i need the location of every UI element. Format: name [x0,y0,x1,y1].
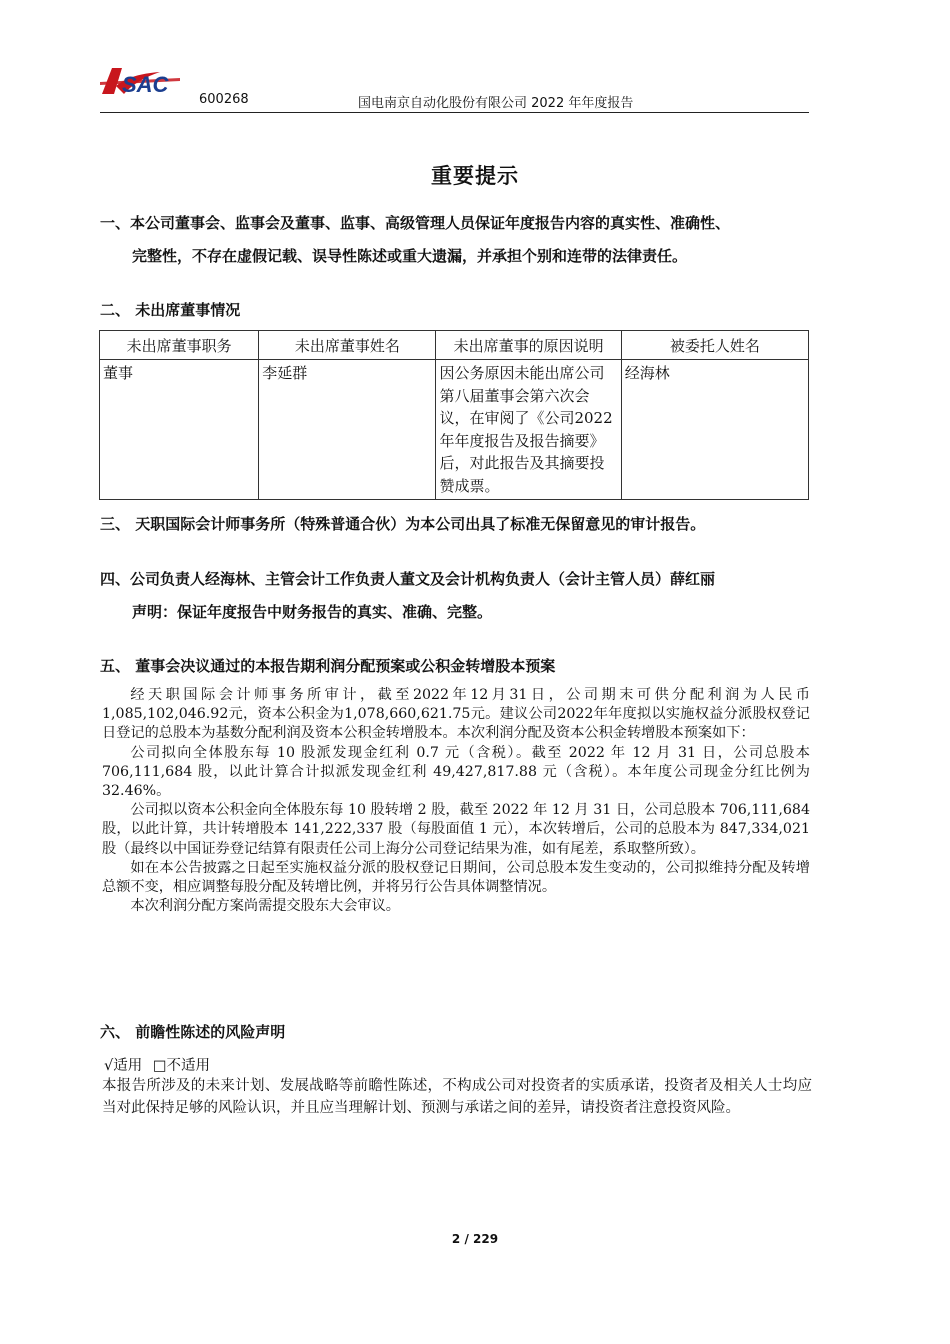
paragraph: 经天职国际会计师事务所审计，截至2022年12月31日，公司期末可供分配利润为人民币1,085,102,046.92元，资本公积金为1,078,660,621.75元。建议公司2022年年度拟以实施权益分派股权登记日登记的总股本为基数分配利润及资本公积金转增股本。本次利润分配及资本公积金转增股本预案如下： [102,687,810,742]
paragraph: 如在本公告披露之日起至实施权益分派的股权登记日期间，公司总股本发生变动的，公司拟维持分配及转增总额不变，相应调整每股分配及转增比例，并将另行公告具体调整情况。 [102,859,810,896]
header-reason: 未出席董事的原因说明 [436,331,621,360]
page-header [100,58,809,113]
stock-code: 600268 [199,92,249,107]
risk-statement: 本报告所涉及的未来计划、发展战略等前瞻性陈述，不构成公司对投资者的实质承诺，投资者及相关人士均应当对此保持足够的风险认识，并且应当理解计划、预测与承诺之间的差异，请投资者注意投资风险。 [102,1078,812,1116]
section-4-line-2: 声明：保证年度报告中财务报告的真实、准确、完整。 [132,603,493,621]
sac-logo [100,64,182,100]
absent-directors-table [99,330,809,500]
paragraph: 公司拟向全体股东每 10 股派发现金红利 0.7 元（含税）。截至 2022 年 12 月 31 日，公司总股本 706,111,684 股，以此计算合计拟派发现金红利 49,427,817.88 元（含税）。本年度公司现金分红比例为 32.46%。 [102,744,810,800]
svg-text:SAC: SAC [122,72,169,97]
section-5-body [102,686,810,916]
header-name: 未出席董事姓名 [259,331,436,360]
cell-name: 李延群 [259,360,436,500]
section-3: 三、 天职国际会计师事务所（特殊普通合伙）为本公司出具了标准无保留意见的审计报告。 [100,515,706,533]
section-4-line-1: 四、公司负责人经海林、主管会计工作负责人董文及会计机构负责人（会计主管人员）薛红丽 [100,570,716,588]
paragraph: 本次利润分配方案尚需提交股东大会审议。 [130,898,400,915]
table-row [100,360,809,500]
paragraph: 公司拟以资本公积金向全体股东每 10 股转增 2 股，截至 2022 年 12 月 31 日，公司总股本 706,111,684 股，以此计算，共计转增股本 141,222,337 股（每股面值 1 元），本次转增后，公司的总股本为 847,334,021 股（最终以中国证券登记结算有限责任公司上海分公司登记结果为准，如有尾差，系取整所致）。 [102,802,810,857]
cell-position: 董事 [100,360,259,500]
section-2-heading: 二、 未出席董事情况 [100,301,241,319]
not-applicable-option: □不适用 [152,1058,211,1074]
page-title: 重要提示 [431,164,519,188]
section-1-line-2: 完整性，不存在虚假记载、误导性陈述或重大遗漏，并承担个别和连带的法律责任。 [132,247,688,265]
section-5-heading: 五、 董事会决议通过的本报告期利润分配预案或公积金转增股本预案 [100,657,556,675]
section-6-heading: 六、 前瞻性陈述的风险声明 [100,1023,286,1041]
cell-proxy: 经海林 [621,360,808,500]
table-header-row [100,331,809,360]
page-number: 2 / 229 [451,1232,499,1246]
applicability-options [104,1054,210,1075]
header-position: 未出席董事职务 [100,331,259,360]
report-title: 国电南京自动化股份有限公司 2022 年年度报告 [358,96,634,111]
cell-reason: 因公务原因未能出席公司第八届董事会第六次会议，在审阅了《公司2022年年度报告及报告摘要》后，对此报告及其摘要投赞成票。 [436,360,621,500]
section-1-line-1: 一、本公司董事会、监事会及董事、监事、高级管理人员保证年度报告内容的真实性、准确性、 [100,214,731,232]
header-proxy: 被委托人姓名 [621,331,808,360]
applicable-option: √适用 [104,1058,143,1074]
